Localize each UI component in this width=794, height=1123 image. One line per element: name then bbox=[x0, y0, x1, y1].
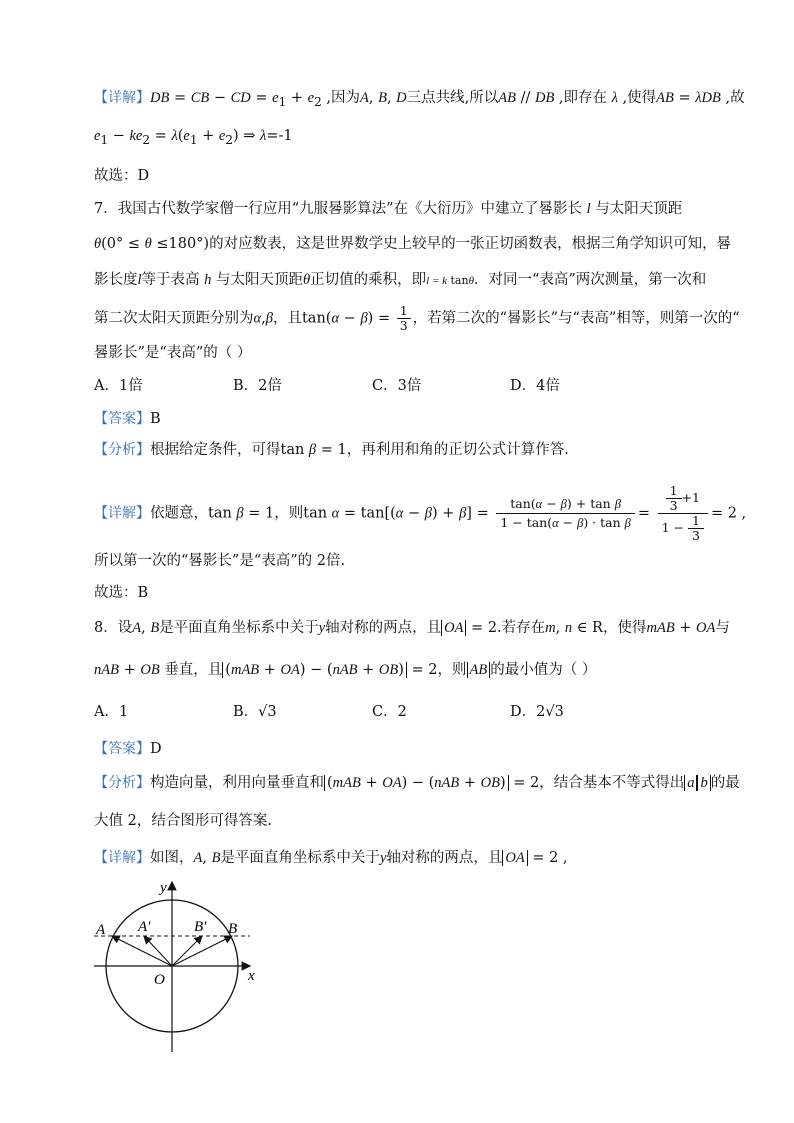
q8-analysis-line-1: 【分析】构造向量，利用向量垂直和 (mAB + OA) − (nAB + OB) = 2，结合基本不等式得出 a b 的最 bbox=[94, 775, 740, 791]
q6-detail-line-1: 【详解】DB = CB − CD = $e_1 + e_2$ ,因为A, B, D三点共线,所以AB // DB ,即存在 λ ,使得AB = λDB ,故 bbox=[94, 90, 745, 109]
vector-figure bbox=[90, 876, 270, 1056]
q8-analysis-line-2: 大值 2，结合图形可得答案. bbox=[94, 813, 272, 829]
q8-option-d: D．2√3 bbox=[510, 704, 564, 720]
vector-ob bbox=[172, 936, 232, 966]
detail-label: 【详解】 bbox=[94, 90, 150, 106]
q7-stem-line-5: 晷影长”是“表高”的（ ） bbox=[94, 345, 252, 361]
q7-stem-line-1: 7．我国古代数学家僧一行应用“九服晷影算法”在《大衍历》中建立了晷影长 l 与太阳天顶距 bbox=[94, 201, 683, 217]
vector-oa bbox=[112, 936, 172, 966]
q6-detail-line-2: $e_1 - ke_2 = \lambda(e_1 + e_2)$ ⇒ λ=-1 bbox=[94, 128, 293, 147]
q7-choose: 故选：B bbox=[94, 585, 149, 601]
label-x: x bbox=[248, 968, 255, 984]
q7-stem-line-2: θ(0° ≤ θ ≤180°)的对应数表，这是世界数学史上较早的一张正切函数表，根据三角学知识可知，晷 bbox=[94, 236, 732, 252]
vector-ob-prime bbox=[172, 936, 202, 966]
q7-stem-line-4: 第二次太阳天顶距分别为α,β，且tan(α − β) = $\frac{1}{3}$ ，若第二次的“晷影长”与“表高”相等，则第一次的“ bbox=[94, 303, 740, 333]
label-a: A bbox=[96, 922, 106, 938]
label-a-prime: A′ bbox=[138, 919, 151, 935]
q7-conclusion: 所以第一次的“晷影长”是“表高”的 2倍. bbox=[94, 553, 346, 569]
vector-oa-prime bbox=[144, 936, 172, 966]
q7-option-c: C．3倍 bbox=[372, 378, 422, 394]
q7-stem-line-3: 影长度l等于表高 h 与太阳天顶距θ正切值的乘积，即l = k tanθ．对同一“表高”两次测量，第一次和 bbox=[94, 272, 707, 288]
q8-option-a: A．1 bbox=[94, 704, 129, 720]
q7-option-b: B．2倍 bbox=[233, 378, 282, 394]
label-y: y bbox=[160, 880, 167, 896]
q7-option-a: A．1倍 bbox=[94, 378, 143, 394]
q8-option-c: C．2 bbox=[372, 704, 407, 720]
q7-answer: 【答案】B bbox=[94, 411, 161, 427]
q6-choose: 故选：D bbox=[94, 168, 150, 184]
label-o: O bbox=[154, 972, 165, 988]
q8-stem-line-2: nAB + OB 垂直，且 (mAB + OA) − (nAB + OB) = 2，则 AB 的最小值为（ ） bbox=[94, 662, 597, 678]
q7-option-d: D．4倍 bbox=[510, 378, 560, 394]
q8-option-b: B．√3 bbox=[233, 704, 277, 720]
q7-analysis: 【分析】根据给定条件，可得tan β = 1，再利用和角的正切公式计算作答. bbox=[94, 442, 569, 458]
q8-detail-line-1: 【详解】如图，A, B是平面直角坐标系中关于y轴对称的两点，且 OA = 2 , bbox=[94, 850, 568, 866]
q8-stem-line-1: 8．设A, B是平面直角坐标系中关于y轴对称的两点，且 OA = 2.若存在m, n ∈ R，使得mAB + OA与 bbox=[94, 620, 730, 636]
label-b-prime: B′ bbox=[194, 919, 207, 935]
q7-detail: 【详解】依题意，tan β = 1，则tan α = tan[(α − β) + β] = $\frac{\text{tan(α − β) + tan β}}{\text{1 − tan(α − β) · tan β}}$ = $\frac{1}{3}$ +1 1 − $\frac{1}{3}$ = 2 , bbox=[94, 483, 747, 543]
q8-answer: 【答案】D bbox=[94, 741, 162, 757]
label-b: B bbox=[228, 921, 238, 937]
